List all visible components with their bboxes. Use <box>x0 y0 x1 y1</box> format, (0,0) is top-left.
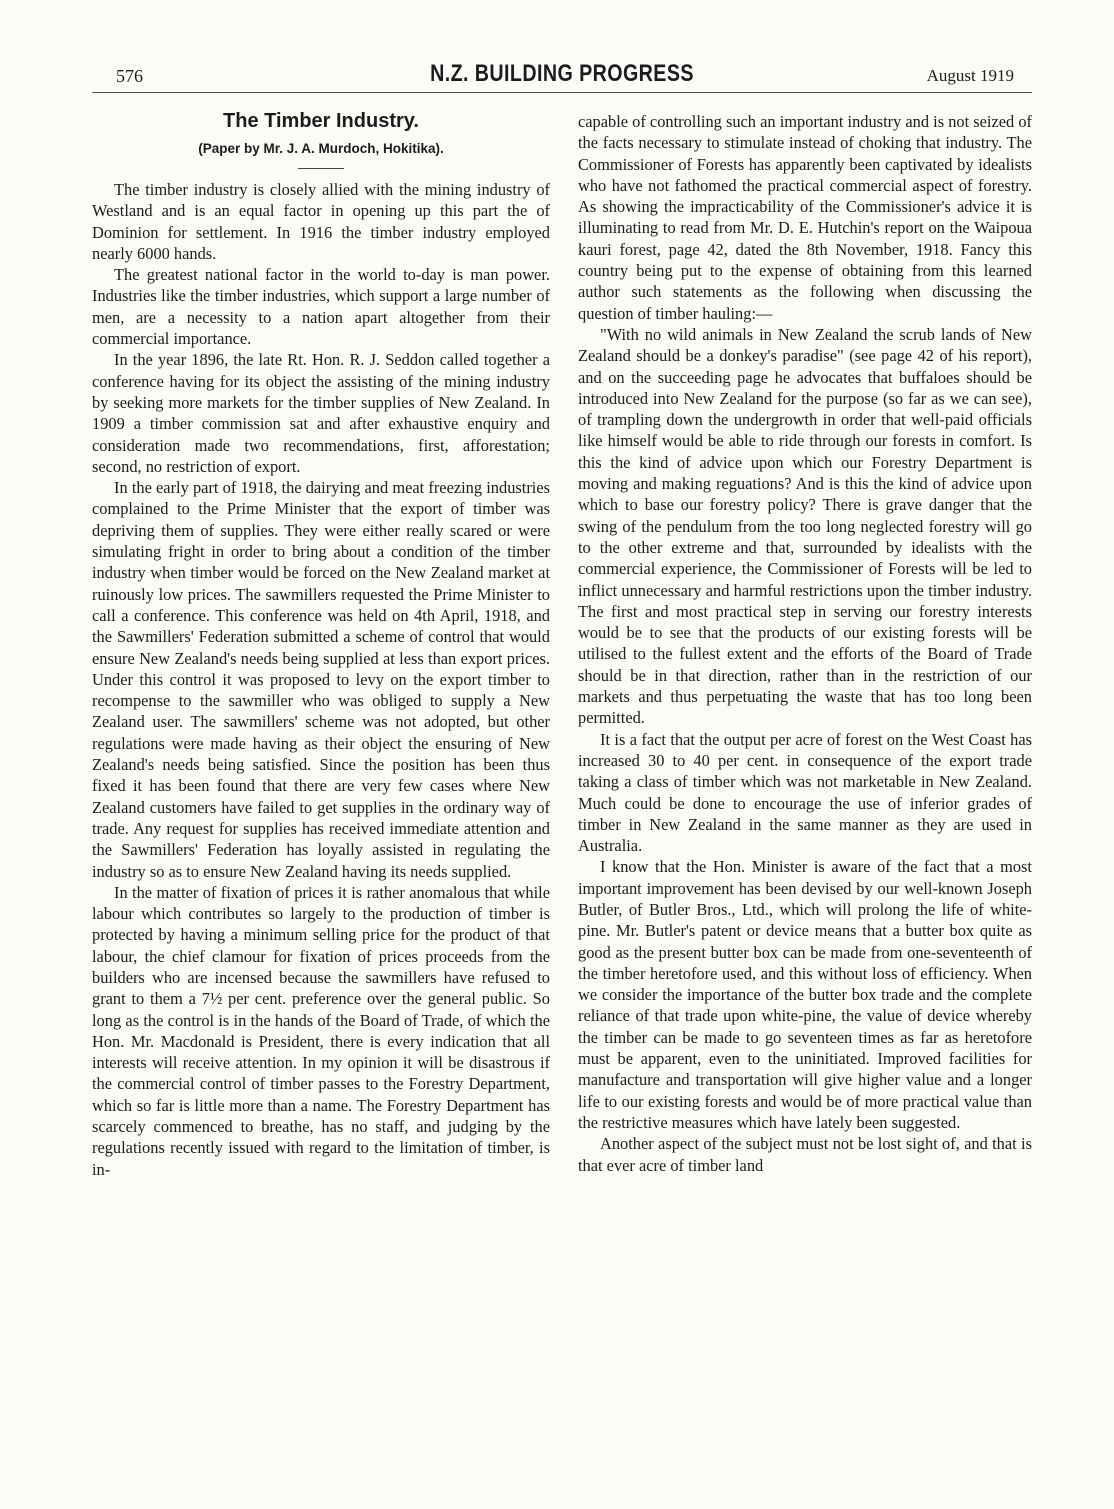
paragraph: In the year 1896, the late Rt. Hon. R. J. Seddon called together a conference having for its object the assisting of the mining industry by seeking more markets for the timber supplies of New Zealand. In 1909 a timber commission sat and after exhaustive enquiry and consideration made two recommendations, first, afforestation; second, no restriction of export. <box>92 350 550 476</box>
article-title: The Timber Industry. <box>223 110 419 132</box>
article-byline: (Paper by Mr. J. A. Murdoch, Hokitika). <box>198 141 444 156</box>
publication-title: N.Z. BUILDING PROGRESS <box>430 60 694 87</box>
paragraph: "With no wild animals in New Zealand the scrub lands of New Zealand should be a donkey's paradise" (see page 42 of his report), and on the succeeding page he advocates that buffaloes should be introduced into New Zealand for the purpose (so far as we can see), of trampling down the undergrowth in order that well-paid officials like himself would be able to ride through our forests in comfort. Is this the kind of advice upon which our Forestry Department is moving and making reguations? And is this the kind of advice upon which to base our forestry policy? There is grave danger that the swing of the pendulum from the too long neglected forestry will go to the other extreme and that, surrounded by idealists with the commercial experience, the Commissioner of Forests will be led to inflict unnecessary and harmful restrictions upon the timber industry. The first and most practical step in serving our forestry interests would be to see that the products of our existing forests will be utilised to the fullest extent and the efforts of the Board of Trade should be in that direction, rather than in the restriction of our markets and thus perpetuating the waste that has too long been permitted. <box>578 324 1032 728</box>
paragraph: In the early part of 1918, the dairying and meat freezing industries complained to the Prime Minister that the export of timber was depriving them of supplies. They were either really scared or were simulating fright in order to bring about a condition of the timber industry when timber would be forced on the New Zealand market at ruinously low prices. The sawmillers requested the Prime Minister to call a conference. This conference was held on 4th April, 1918, and the Sawmillers' Federation submitted a scheme of control that would ensure New Zealand's needs being supplied at less than export prices. Under this control it was proposed to levy on the export timber to recompense to the sawmiller who was obliged to supply a New Zealand user. The sawmillers' scheme was not adopted, but other regulations were made having as their object the ensuring of New Zealand's needs being satisfied. Since the position has been thus fixed it has been found that there are very few cases where New Zealand customers have failed to get supplies in the ordinary way of trade. Any request for supplies has received immediate attention and the Sawmillers' Federation has loyally assisted in regulating the industry so as to ensure New Zealand having its needs supplied. <box>92 478 550 881</box>
page-header <box>92 60 1032 93</box>
paragraph: It is a fact that the output per acre of forest on the West Coast has increased 30 to 40 per cent. in consequence of the export trade taking a class of timber which was not marketable in New Zealand. Much could be done to encourage the use of inferior grades of timber in New Zealand in the same manner as they are used in Australia. <box>578 729 1032 856</box>
issue-date: August 1919 <box>926 66 1014 85</box>
paragraph: capable of controlling such an important industry and is not seized of the facts necessary to stimulate instead of choking that industry. The Commissioner of Forests has apparently been captivated by idealists who have not fathomed the practical commercial aspect of forestry. As showing the impracticability of the Commissioner's advice it is illuminating to read from Mr. D. E. Hutchin's report on the Waipoua kauri forest, page 42, dated the 8th November, 1918. Fancy this country being put to the expense of obtaining from this learned author such statements as the following when discussing the question of timber hauling:— <box>578 112 1032 323</box>
paragraph: In the matter of fixation of prices it is rather anomalous that while labour which contributes so largely to the production of timber is protected by having a minimum selling price for the product of that labour, the chief clamour for fixation of prices proceeds from the builders who are incensed because the sawmillers have refused to grant to them a 7½ per cent. preference over the general public. So long as the control is in the hands of the Board of Trade, of which the Hon. Mr. Macdonald is President, there is every indication that all interests will receive attention. In my opinion it will be disastrous if the commercial control of timber passes to the Forestry Department, which so far is little more than a name. The Forestry Department has scarcely commenced to breathe, has no staff, and judging by the regulations recently issued with regard to the limitation of timber, is in- <box>92 882 550 1179</box>
left-column <box>92 108 550 1489</box>
paragraph: The timber industry is closely allied with the mining industry of Westland and is an equal factor in opening up this part the of Dominion for settlement. In 1916 the timber industry employed nearly 6000 hands. <box>92 180 550 263</box>
page-number: 576 <box>116 66 143 86</box>
paragraph: Another aspect of the subject must not be lost sight of, and that is that ever acre of timber land <box>578 1134 1032 1175</box>
paragraph: The greatest national factor in the world to-day is man power. Industries like the timber industries, which support a large number of men, are a necessity to a nation apart altogether from their commercial importance. <box>92 265 550 349</box>
byline-divider <box>298 168 344 169</box>
right-column <box>578 111 1032 1489</box>
paragraph: I know that the Hon. Minister is aware of the fact that a most important improvement has been devised by our well-known Joseph Butler, of Butler Bros., Ltd., which will prolong the life of white-pine. Mr. Butler's patent or device means that a butter box quite as good as the present butter box can be made from one-seventeenth of the timber heretofore used, and this without loss of efficiency. When we consider the importance of the butter box trade and the complete reliance of that trade upon white-pine, the value of device whereby the timber can be made to go seventeen times as far as heretofore must be apparent, even to the uninitiated. Improved facilities for manufacture and transportation will give higher value and a longer life to our existing forests and would be of more practical value than the restrictive measures which have lately been suggested. <box>578 857 1032 1132</box>
